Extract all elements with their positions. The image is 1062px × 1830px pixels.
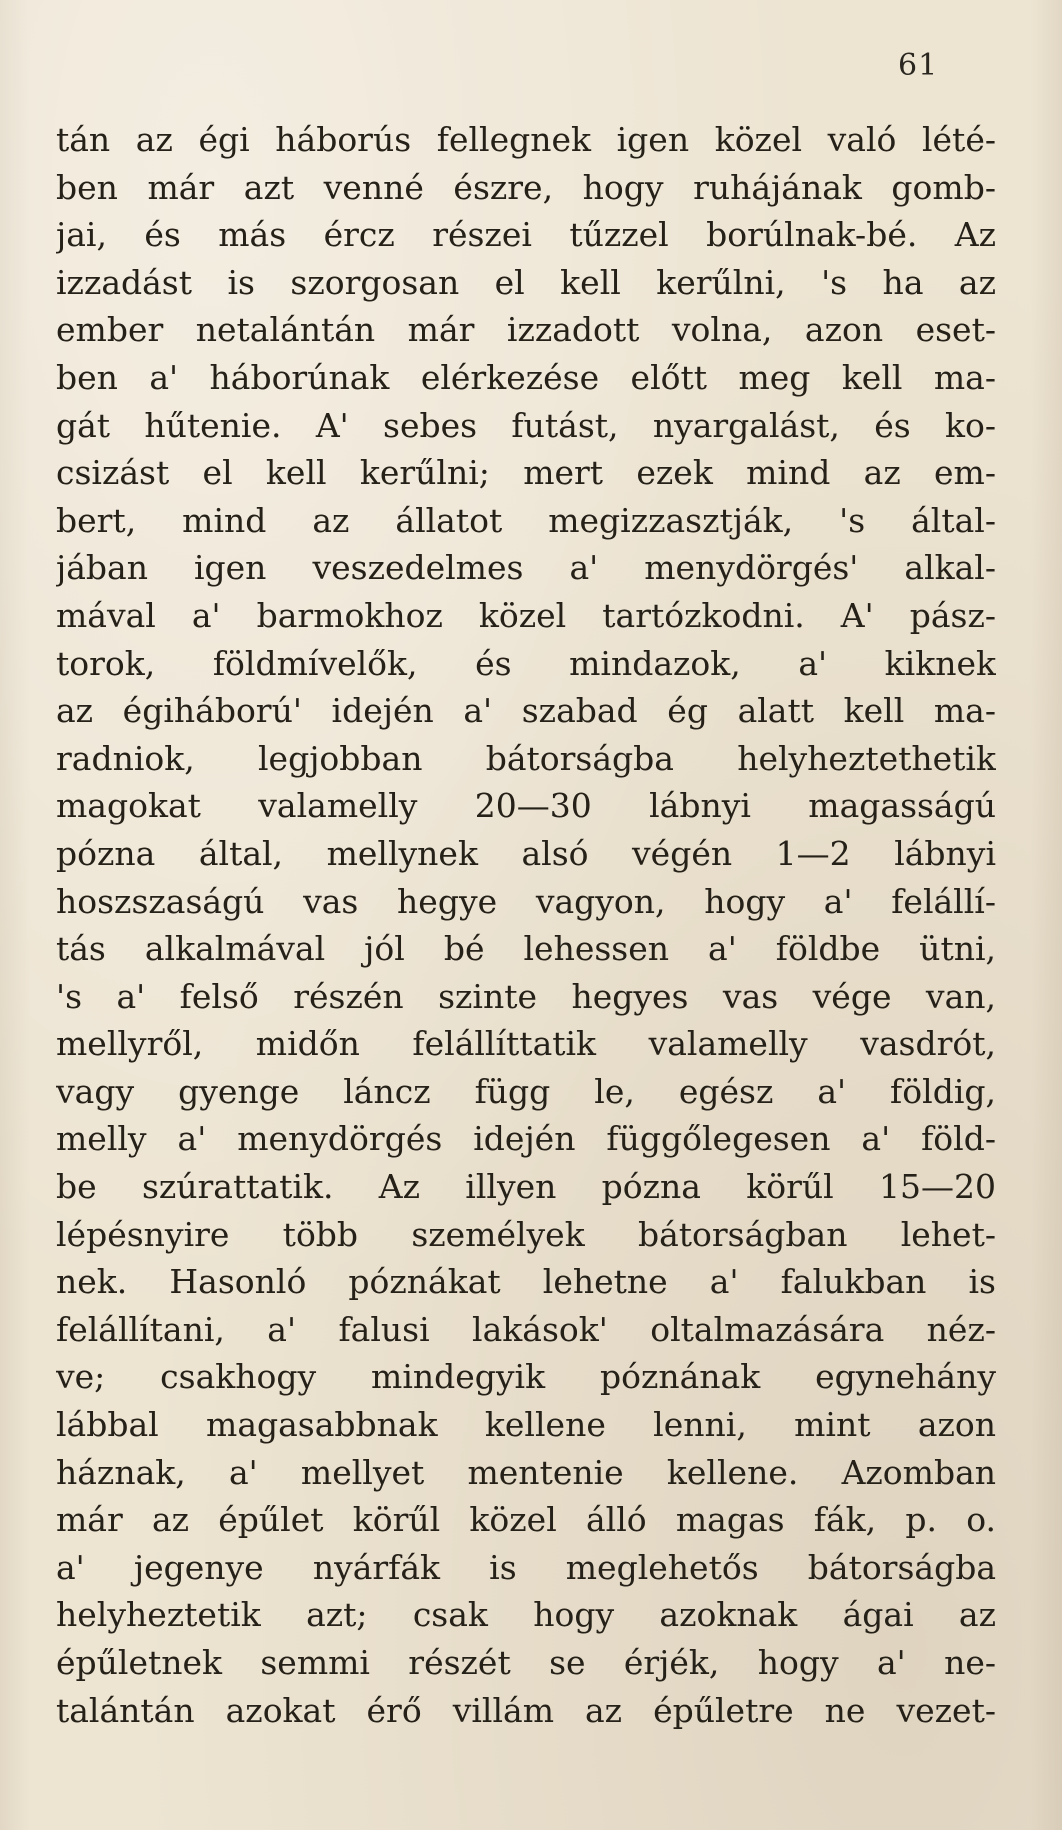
text-line: hoszszaságú vas hegye vagyon, hogy a' felállí-: [56, 881, 996, 921]
text-line: mellyről, midőn felállíttatik valamelly vasdrót,: [56, 1024, 996, 1064]
text-line: épűletnek semmi részét se érjék, hogy a' ne-: [56, 1643, 996, 1682]
text-line: tás alkalmával jól bé lehessen a' földbe ütni,: [56, 929, 996, 969]
text-line: bert, mind az állatot megizzasztják, 's által-: [56, 500, 996, 540]
text-line: nek. Hasonló póznákat lehetne a' falukban is: [56, 1262, 996, 1302]
text-line: a' jegenye nyárfák is meglehetős bátorságba: [56, 1547, 996, 1587]
text-line: 's a' felső részén szinte hegyes vas vége van,: [56, 976, 996, 1016]
text-line: be szúrattatik. Az illyen pózna körűl 15—20: [56, 1167, 996, 1207]
text-line: torok, földmívelők, és mindazok, a' kiknek: [56, 643, 996, 683]
text-line: helyheztetik azt; csak hogy azoknak ágai az: [56, 1595, 996, 1635]
text-line: háznak, a' mellyet mentenie kellene. Azomban: [56, 1452, 996, 1492]
text-line: gát hűtenie. A' sebes futást, nyargalást, és ko-: [56, 405, 996, 445]
text-line: ben a' háborúnak elérkezése előtt meg kell ma-: [56, 357, 996, 397]
text-line: radniok, legjobban bátorságba helyheztethetik: [56, 738, 996, 778]
text-line: jai, és más ércz részei tűzzel borúlnak-bé. Az: [56, 215, 996, 255]
text-line: jában igen veszedelmes a' menydörgés' alkal-: [56, 548, 996, 588]
text-line: ben már azt venné észre, hogy ruhájának gomb-: [56, 167, 996, 207]
text-line: pózna által, mellynek alsó végén 1—2 lábnyi: [56, 833, 996, 873]
body-text: [56, 116, 996, 1734]
text-line: izzadást is szorgosan el kell kerűlni, 's ha az: [56, 262, 996, 302]
text-line: tán az égi háborús fellegnek igen közel való lété-: [56, 120, 996, 159]
page-number: 61: [898, 48, 939, 83]
text-line: felállítani, a' falusi lakások' oltalmazására néz-: [56, 1309, 996, 1349]
text-line: ember netalántán már izzadott volna, azon eset-: [56, 310, 996, 350]
text-line: lépésnyire több személyek bátorságban lehet-: [56, 1214, 996, 1254]
text-line: mával a' barmokhoz közel tartózkodni. A' pász-: [56, 595, 996, 635]
text-line: magokat valamelly 20—30 lábnyi magasságú: [56, 786, 996, 826]
text-line: vagy gyenge láncz függ le, egész a' földig,: [56, 1071, 996, 1111]
text-line: csizást el kell kerűlni; mert ezek mind az em-: [56, 453, 996, 493]
text-line: már az épűlet körűl közel álló magas fák, p. o.: [56, 1500, 996, 1540]
text-line: talántán azokat érő villám az épűletre ne vezet-: [56, 1690, 996, 1730]
text-line: az égiháború' idején a' szabad ég alatt kell ma-: [56, 691, 996, 731]
text-line: melly a' menydörgés idején függőlegesen a' föld-: [56, 1119, 996, 1159]
text-line: ve; csakhogy mindegyik póznának egynehány: [56, 1357, 996, 1397]
text-line: lábbal magasabbnak kellene lenni, mint azon: [56, 1405, 996, 1445]
